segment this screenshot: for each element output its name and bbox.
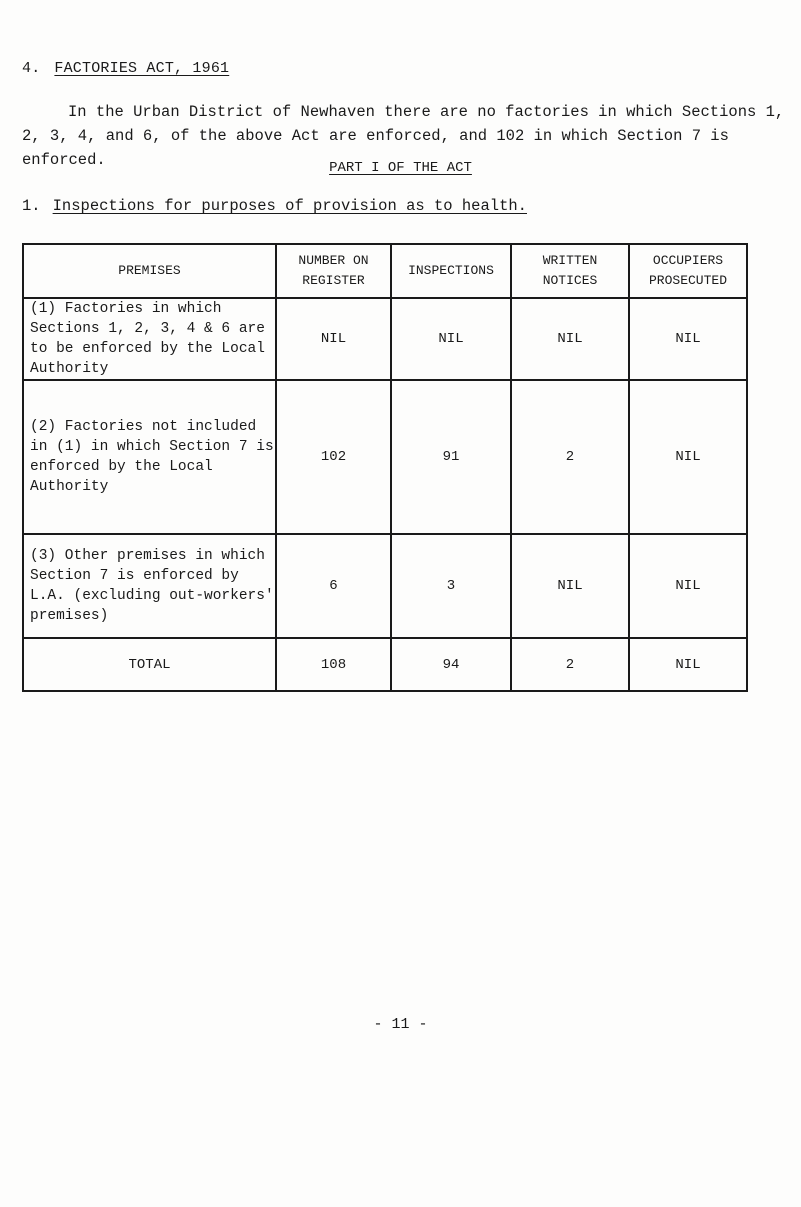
table-row bbox=[23, 534, 747, 638]
subsection-number: 1. bbox=[22, 197, 41, 215]
total-number-on-register: 108 bbox=[276, 638, 391, 691]
cell-written-notices: NIL bbox=[511, 298, 629, 380]
section-title: FACTORIES ACT, 1961 bbox=[54, 60, 230, 77]
cell-occupiers-prosecuted: NIL bbox=[629, 380, 747, 534]
subsection-heading bbox=[22, 197, 527, 215]
cell-premises: (2) Factories not included in (1) in which Section 7 is enforced by the Local Authority bbox=[23, 380, 276, 534]
table-row bbox=[23, 298, 747, 380]
header-occupiers-prosecuted: OCCUPIERS PROSECUTED bbox=[629, 244, 747, 298]
cell-inspections: 3 bbox=[391, 534, 511, 638]
cell-number-on-register: NIL bbox=[276, 298, 391, 380]
table-header-row bbox=[23, 244, 747, 298]
cell-premises: (1) Factories in which Sections 1, 2, 3, 4 & 6 are to be enforced by the Local Authority bbox=[23, 298, 276, 380]
table-row bbox=[23, 380, 747, 534]
total-label: TOTAL bbox=[23, 638, 276, 691]
total-inspections: 94 bbox=[391, 638, 511, 691]
section-number: 4. bbox=[22, 60, 41, 77]
cell-occupiers-prosecuted: NIL bbox=[629, 534, 747, 638]
page-number: - 11 - bbox=[373, 1016, 428, 1033]
section-heading bbox=[22, 60, 229, 77]
header-premises: PREMISES bbox=[23, 244, 276, 298]
header-number-on-register: NUMBER ON REGISTER bbox=[276, 244, 391, 298]
cell-inspections: NIL bbox=[391, 298, 511, 380]
intro-paragraph: In the Urban District of Newhaven there are no factories in which Sections 1, 2, 3, 4, and 6, of the above Act are enforced, and 102 in which Section 7 is enforced. bbox=[22, 103, 785, 169]
subsection-title: Inspections for purposes of provision as to health. bbox=[52, 197, 527, 215]
cell-written-notices: 2 bbox=[511, 380, 629, 534]
cell-occupiers-prosecuted: NIL bbox=[629, 298, 747, 380]
part-title: PART I OF THE ACT bbox=[329, 160, 472, 176]
total-written-notices: 2 bbox=[511, 638, 629, 691]
header-inspections: INSPECTIONS bbox=[391, 244, 511, 298]
header-written-notices: WRITTEN NOTICES bbox=[511, 244, 629, 298]
cell-inspections: 91 bbox=[391, 380, 511, 534]
total-row bbox=[23, 638, 747, 691]
cell-premises: (3) Other premises in which Section 7 is enforced by L.A. (excluding out-workers' premises) bbox=[23, 534, 276, 638]
cell-written-notices: NIL bbox=[511, 534, 629, 638]
total-occupiers-prosecuted: NIL bbox=[629, 638, 747, 691]
cell-number-on-register: 6 bbox=[276, 534, 391, 638]
cell-number-on-register: 102 bbox=[276, 380, 391, 534]
inspections-table bbox=[22, 243, 748, 692]
